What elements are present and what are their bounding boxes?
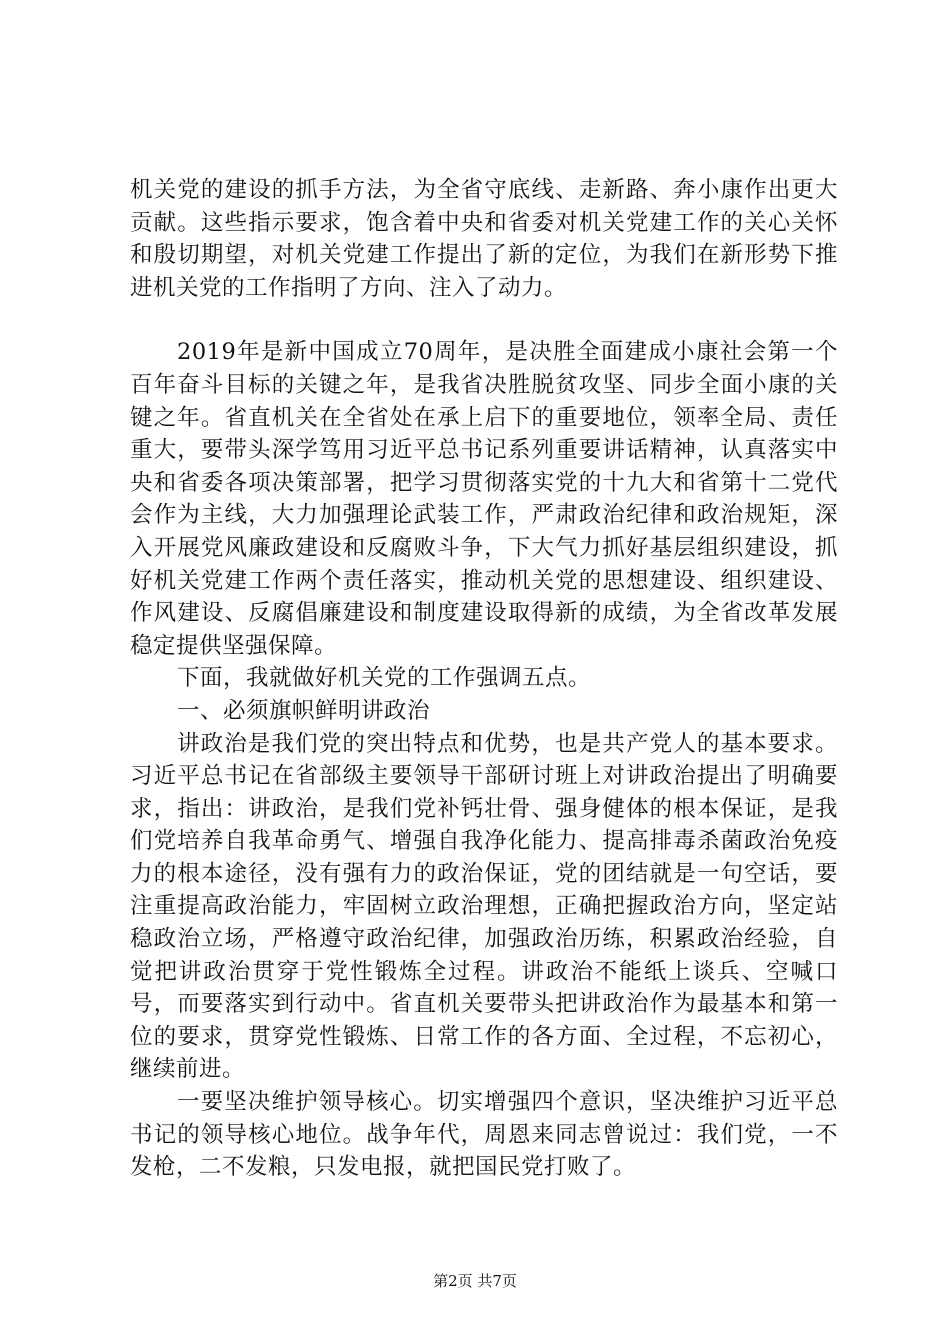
paragraph-politics: 讲政治是我们党的突出特点和优势，也是共产党人的基本要求。习近平总书记在省部级主要领导干部研讨班上对讲政治提出了明确要求，指出：讲政治，是我们党补钙壮骨、强身健体的根本保证，是我们党培养自我革命勇气、增强自我净化能力、提高排毒杀菌政治免疫力的根本途径，没有强有力的政治保证，党的团结就是一句空话，要注重提高政治能力，牢固树立政治理想，正确把握政治方向，坚定站稳政治立场，严格遵守政治纪律，加强政治历练，积累政治经验，自觉把讲政治贯穿于党性锻炼全过程。讲政治不能纸上谈兵、空喊口号，而要落实到行动中。省直机关要带头把讲政治作为最基本和第一位的要求，贯穿党性锻炼、日常工作的各方面、全过程，不忘初心，继续前进。 xyxy=(130,730,838,1083)
document-body xyxy=(130,174,838,1184)
page-number-footer: 第2页 共7页 xyxy=(433,1272,517,1290)
paragraph-leadership-core: 一要坚决维护领导核心。切实增强四个意识，坚决维护习近平总书记的领导核心地位。战争年代，周恩来同志曾说过：我们党，一不发枪，二不发粮，只发电报，就把国民党打败了。 xyxy=(130,1089,838,1181)
paragraph-continuation: 机关党的建设的抓手方法，为全省守底线、走新路、奔小康作出更大贡献。这些指示要求，饱含着中央和省委对机关党建工作的关心关怀和殷切期望，对机关党建工作提出了新的定位，为我们在新形势下推进机关党的工作指明了方向、注入了动力。 xyxy=(130,177,838,301)
section-heading-1: 一、必须旗帜鲜明讲政治 xyxy=(177,697,431,724)
paragraph-2019: 2019年是新中国成立70周年，是决胜全面建成小康社会第一个百年奋斗目标的关键之年，是我省决胜脱贫攻坚、同步全面小康的关键之年。省直机关在全省处在承上启下的重要地位，领率全局、责任重大，要带头深学笃用习近平总书记系列重要讲话精神，认真落实中央和省委各项决策部署，把学习贯彻落实党的十九大和省第十二党代会作为主线，大力加强理论武装工作，严肃政治纪律和政治规矩，深入开展党风廉政建设和反腐败斗争，下大气力抓好基层组织建设，抓好机关党建工作两个责任落实，推动机关党的思想建设、组织建设、作风建设、反腐倡廉建设和制度建设取得新的成绩，为全省改革发展稳定提供坚强保障。 xyxy=(130,339,838,659)
paragraph-gap xyxy=(130,304,838,336)
paragraph-intro-five-points: 下面，我就做好机关党的工作强调五点。 xyxy=(177,665,592,692)
